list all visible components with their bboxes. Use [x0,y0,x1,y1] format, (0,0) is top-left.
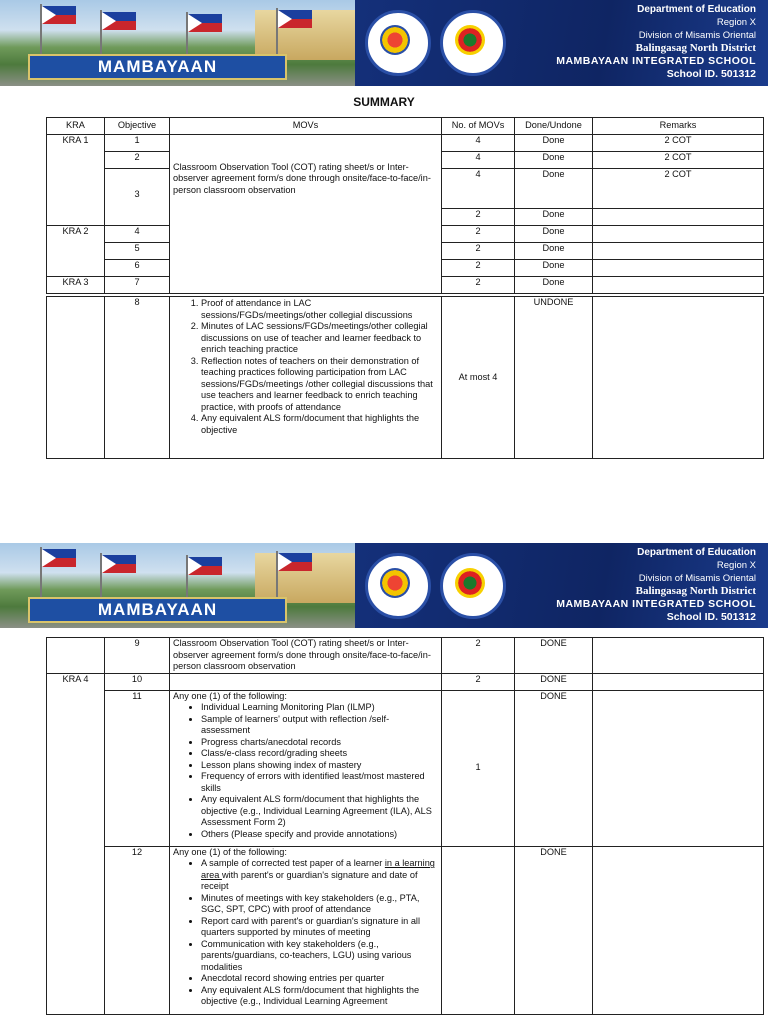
header-text [556,3,756,81]
movs-cell [170,673,442,690]
count-cell: At most 4 [442,297,515,459]
kra-cell: KRA 1 [47,135,105,226]
objective-cell: 1 [105,135,170,152]
remarks-cell [593,260,764,277]
movs-list [173,702,438,840]
objective-cell: 6 [105,260,170,277]
status-cell: Done [515,226,593,243]
list-item: 2. Minutes of LAC sessions/FGDs/meetings/other collegial discussions on use of teacher and learner feedback to enrich teaching practice [201,321,438,356]
list-item: • Class/e-class record/grading sheets [201,748,438,760]
movs-list [173,858,438,1008]
school-name: MAMBAYAAN INTEGRATED SCHOOL [556,55,756,67]
header-blue-panel [355,543,768,628]
count-cell: 2 [442,260,515,277]
header-text [556,546,756,624]
school-seal-icon [440,10,506,76]
header-blue-panel [355,0,768,86]
item-text-underlined: in a learning area [201,858,435,880]
header-objective: Objective [105,118,170,135]
item-text: A sample of corrected test paper of a learner [201,858,385,868]
kra-cell: KRA 4 [47,673,105,1014]
kra-cell [47,638,105,674]
header-kra: KRA [47,118,105,135]
movs-cell: Classroom Observation Tool (COT) rating sheet/s or Inter-observer agreement form/s done through onsite/face-to-face/in-person classroom observation [170,638,442,674]
status-cell: Done [515,209,593,226]
kra-cell [47,297,105,459]
summary-table [46,117,764,294]
table-row [47,135,764,152]
division-name: Division of Misamis Oriental [638,30,756,41]
status-cell: Done [515,243,593,260]
district-name: Balingasag North District [635,585,756,597]
table-row [47,297,764,459]
list-item: • Report card with parent's or guardian's signature in all quarters supported by minutes of meeting [201,916,438,939]
count-cell: 2 [442,673,515,690]
movs-cell [170,690,442,846]
school-seal-icon [440,553,506,619]
objective-cell: 3 [105,169,170,226]
objective-cell: 4 [105,226,170,243]
division-name: Division of Misamis Oriental [638,573,756,584]
list-item: • Anecdotal record showing entries per quarter [201,973,438,985]
school-id: School ID. 501312 [666,68,756,80]
status-cell: DONE [515,846,593,1014]
table-row [47,638,764,674]
kra-cell: KRA 3 [47,277,105,294]
list-item: 1. Proof of attendance in LAC sessions/FGDs/meetings/other collegial discussions [201,298,438,321]
remarks-cell: 2 COT [593,152,764,169]
list-item: • Others (Please specify and provide annotations) [201,829,438,841]
count-cell: 1 [442,690,515,846]
header-remarks: Remarks [593,118,764,135]
school-photo [0,0,355,86]
movs-intro: Any one (1) of the following: [173,846,287,857]
department-name: Department of Education [637,4,756,15]
list-item [201,858,438,893]
remarks-cell [593,209,764,226]
objective-cell: 8 [105,297,170,459]
remarks-cell [593,673,764,690]
count-cell: 4 [442,169,515,209]
list-item: • Minutes of meetings with key stakeholders (e.g., PTA, SGC, SPT, CPC) with proof of attendance [201,893,438,916]
count-cell: 2 [442,226,515,243]
movs-intro: Any one (1) of the following: [173,690,287,701]
remarks-cell [593,243,764,260]
objective-cell: 11 [105,690,170,846]
school-name: MAMBAYAAN INTEGRATED SCHOOL [556,598,756,610]
list-item: • Individual Learning Monitoring Plan (ILMP) [201,702,438,714]
department-name: Department of Education [637,547,756,558]
list-item: • Sample of learners' output with reflection /self-assessment [201,714,438,737]
remarks-cell [593,690,764,846]
table-header-row [47,118,764,135]
count-cell: 4 [442,135,515,152]
remarks-cell [593,297,764,459]
table-row [47,846,764,1014]
count-cell: 2 [442,277,515,294]
header-status: Done/Undone [515,118,593,135]
objective-cell: 5 [105,243,170,260]
region-name: Region X [716,17,756,28]
deped-seal-icon [365,10,431,76]
status-cell: Done [515,135,593,152]
movs-list [173,298,438,436]
deped-seal-icon [365,553,431,619]
district-name: Balingasag North District [635,42,756,54]
objective-cell: 10 [105,673,170,690]
letterhead-banner [0,0,768,86]
status-cell: Done [515,260,593,277]
list-item: • Lesson plans showing index of mastery [201,760,438,772]
count-cell [442,846,515,1014]
remarks-cell: 2 COT [593,169,764,209]
movs-cell [170,297,442,459]
remarks-cell [593,638,764,674]
table-row [47,673,764,690]
header-count: No. of MOVs [442,118,515,135]
movs-cell: Classroom Observation Tool (COT) rating sheet/s or Inter-observer agreement form/s done through onsite/face-to-face/in-person classroom observation [170,135,442,294]
count-cell: 2 [442,209,515,226]
status-cell: Done [515,152,593,169]
objective-cell: 9 [105,638,170,674]
list-item: 4. Any equivalent ALS form/document that highlights the objective [201,413,438,436]
remarks-cell [593,846,764,1014]
status-cell: Done [515,169,593,209]
objective-cell: 2 [105,152,170,169]
list-item: • Any equivalent ALS form/document that highlights the objective (e.g., Individual Learning Agreement [201,985,438,1008]
summary-table-page-2 [46,637,764,1015]
list-item: • Progress charts/anecdotal records [201,737,438,749]
status-cell: DONE [515,673,593,690]
remarks-cell: 2 COT [593,135,764,152]
status-cell: UNDONE [515,297,593,459]
item-text: with parent's or guardian's signature and date of receipt [201,869,418,891]
status-cell: Done [515,277,593,294]
letterhead-banner-page-2 [0,543,768,628]
objective-cell: 7 [105,277,170,294]
status-cell: DONE [515,690,593,846]
table-row [47,690,764,846]
header-movs: MOVs [170,118,442,135]
kra-cell: KRA 2 [47,226,105,277]
list-item: • Frequency of errors with identified least/most mastered skills [201,771,438,794]
school-id: School ID. 501312 [666,611,756,623]
region-name: Region X [716,560,756,571]
count-cell: 2 [442,243,515,260]
mambayaan-sign: MAMBAYAAN [28,54,287,80]
mambayaan-sign: MAMBAYAAN [28,597,287,623]
remarks-cell [593,277,764,294]
page-title: SUMMARY [353,95,415,109]
count-cell: 4 [442,152,515,169]
remarks-cell [593,226,764,243]
list-item: • Communication with key stakeholders (e.g., parents/guardians, co-teachers, LGU) using various modalities [201,939,438,974]
status-cell: DONE [515,638,593,674]
school-photo [0,543,355,628]
list-item: 3. Reflection notes of teachers on their demonstration of teaching practices following participation from LAC sessions/FGDs/meetings /other collegial discussions that use teachers and learner feedback to enrich teaching practice, with proofs of attendance [201,356,438,414]
list-item: • Any equivalent ALS form/document that highlights the objective (e.g., Individual Learning Agreement (ILA), ALS Assessment Form 2) [201,794,438,829]
count-cell: 2 [442,638,515,674]
objective-cell: 12 [105,846,170,1014]
movs-cell [170,846,442,1014]
summary-table-continued [46,296,764,459]
